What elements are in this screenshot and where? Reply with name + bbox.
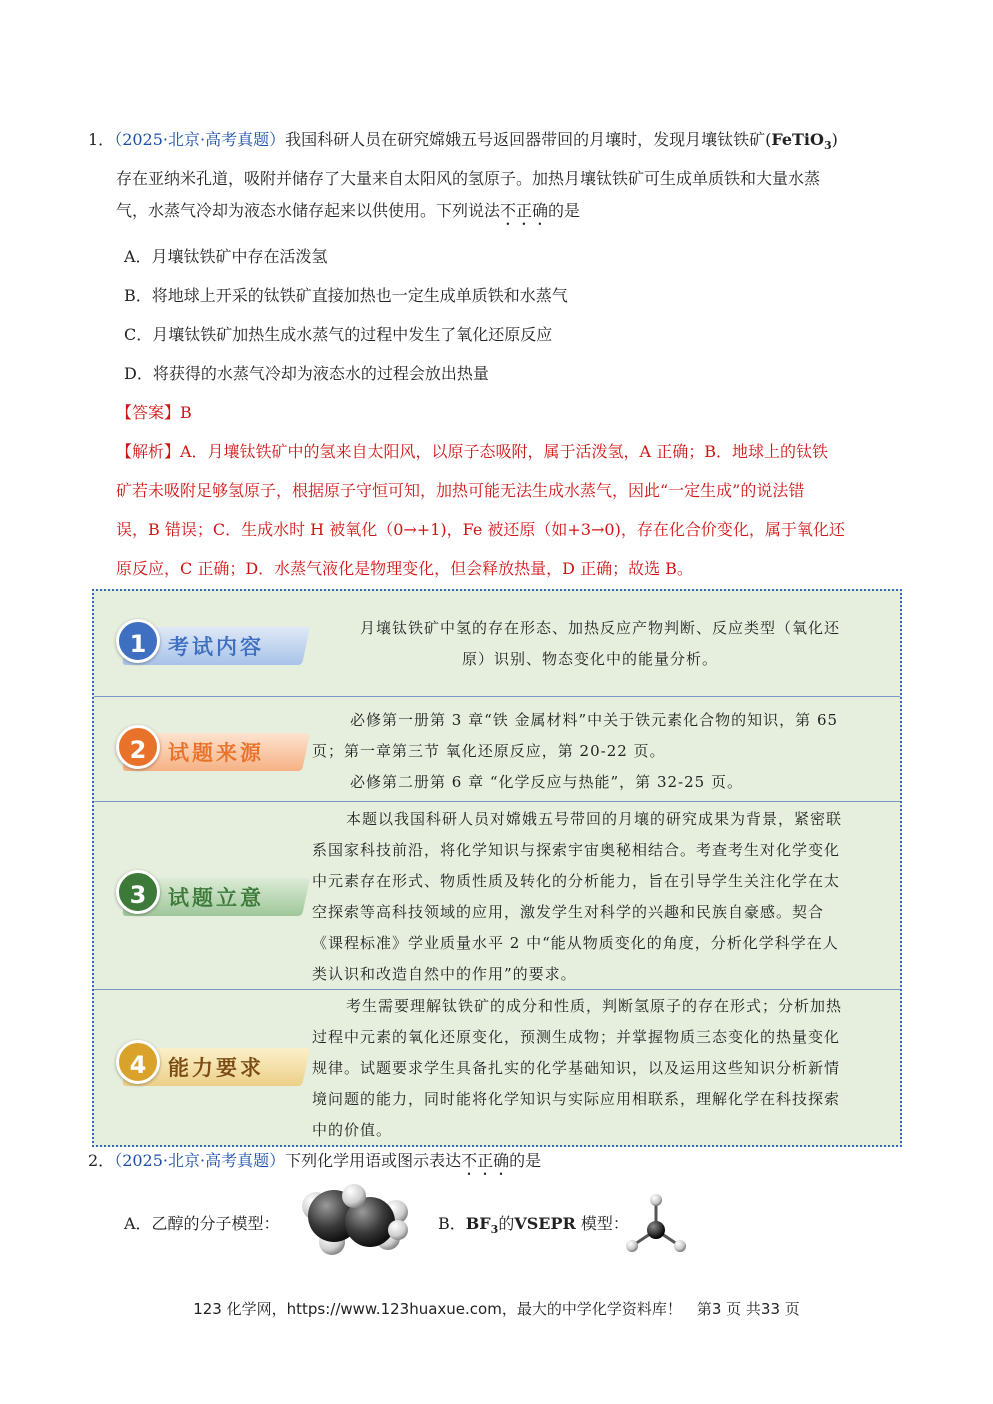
bf3-vsepr-model-image [622,1192,692,1256]
badge-number: 4 [116,1040,160,1084]
q2-opt-b-formula: BF [465,1214,491,1233]
info-line: 必修第二册第 6 章 “化学反应与热能”，第 32-25 页。 [350,773,743,791]
q1-formula: FeTiO [771,130,824,149]
q1-stem-3a: 气，水蒸气冷却为液态水储存起来以供使用。下列说法 [116,201,501,220]
ethanol-model-image [294,1184,414,1260]
q1-analysis-line-3: 误，B 错误；C．生成水时 H 被氧化（0→+1)，Fe 被还原（如+3→0)，存在化合价变化，属于氧化还 [116,520,845,539]
badge-source [116,725,306,777]
badge-number: 2 [116,725,160,769]
info-row-intent [94,802,900,990]
info-line: 原）识别、物态变化中的能量分析。 [462,650,719,668]
q1-number: 1． [88,130,115,149]
q2-opt-b-sub: 3 [490,1223,499,1237]
q1-option-c: C．月壤钛铁矿加热生成水蒸气的过程中发生了氧化还原反应 [124,325,553,344]
q2-opt-b-mid: 的 [498,1214,515,1233]
badge-label: 能力要求 [168,1055,264,1080]
info-line: 页；第一章第三节 氧化还原反应，第 20-22 页。 [312,742,666,760]
q1-analysis-line-1: 【解析】A．月壤钛铁矿中的氢来自太阳风，以原子态吸附，属于活泼氢，A 正确；B．地球上的钛铁 [116,442,828,461]
q2-opt-b-vsepr: VSEPR [514,1214,576,1233]
badge-label: 试题来源 [168,740,264,765]
q1-line-3 [116,201,580,229]
q1-stem-1-end: ) [831,130,838,149]
info-text [312,804,842,990]
q2-stem-a: 下列化学用语或图示表达 [285,1151,462,1170]
info-text [312,705,838,798]
q2-opt-b-prefix: B． [438,1214,466,1233]
info-line: 类认识和改造自然中的作用”的要求。 [312,965,577,983]
info-line: 系国家科技前沿，将化学知识与探索宇宙奥秘相结合。考查考生对化学变化 [312,841,841,859]
analysis-info-box [92,589,902,1147]
q2-source: （2025·北京·高考真题） [114,1151,286,1170]
badge-label: 考试内容 [168,634,264,659]
q1-option-d: D．将获得的水蒸气冷却为液态水的过程会放出热量 [124,364,489,383]
q1-answer-value: B [180,403,192,422]
q2-emphasis-dots: 不正确 [461,1151,510,1170]
info-line: 过程中元素的氧化还原变化，预测生成物；并掌握物质三态变化的热量变化 [312,1028,841,1046]
badge-intent [116,870,306,922]
q2-option-b-label [438,1214,629,1240]
info-line: 月壤钛铁矿中氢的存在形态、加热反应产物判断、反应类型（氧化还 [360,619,841,637]
badge-number: 3 [116,870,160,914]
info-text [360,613,840,675]
info-line: 必修第一册第 3 章“铁 金属材料”中关于铁元素化合物的知识，第 65 [350,711,839,729]
q1-analysis-line-4: 原反应，C 正确；D．水蒸气液化是物理变化，但会释放热量，D 正确；故选 B。 [116,559,693,578]
info-line: 本题以我国科研人员对嫦娥五号带回的月壤的研究成果为背景，紧密联 [346,810,843,828]
page-footer: 123 化学网，https://www.123huaxue.com，最大的中学化学资料库！ 第3 页 共33 页 [193,1300,800,1318]
q1-analysis-line-2: 矿若未吸附足够氢原子，根据原子守恒可知，加热可能无法生成水蒸气，因此“一定生成”的说法错 [116,481,805,500]
info-row-ability [94,990,900,1145]
info-line: 境问题的能力，同时能将化学知识与实际应用相联系，理解化学在科技探索 [312,1090,841,1108]
q1-answer [116,403,192,423]
badge-label: 试题立意 [168,885,264,910]
badge-number: 1 [116,619,160,663]
q1-line-1 [88,130,838,156]
q2-opt-b-post: 模型： [575,1214,629,1233]
q1-stem-1: 我国科研人员在研究嫦娥五号返回器带回的月壤时，发现月壤钛铁矿( [285,130,772,149]
badge-ability [116,1040,306,1092]
info-line: 考生需要理解钛铁矿的成分和性质，判断氢原子的存在形式；分析加热 [346,997,843,1015]
q1-option-b: B．将地球上开采的钛铁矿直接加热也一定生成单质铁和水蒸气 [124,286,568,305]
q1-emphasis-dots: 不正确 [500,201,549,220]
badge-exam-content [116,619,306,671]
info-text [312,991,842,1146]
info-line: 规律。试题要求学生具备扎实的化学基础知识，以及运用这些知识分析新情 [312,1059,841,1077]
info-row-source [94,697,900,802]
q1-stem-3b: 的是 [548,201,581,220]
q1-line-2: 存在亚纳米孔道，吸附并储存了大量来自太阳风的氢原子。加热月壤钛铁矿可生成单质铁和大量水蒸 [116,169,821,188]
info-line: 中元素存在形式、物质性质及转化的分析能力，旨在引导学生关注化学在太 [312,872,841,890]
q1-source: （2025·北京·高考真题） [114,130,286,149]
q2-line-1 [88,1151,541,1179]
q2-stem-b: 的是 [509,1151,542,1170]
q1-answer-label: 【答案】 [116,403,181,422]
info-row-exam-content [94,591,900,697]
info-line: 《课程标准》学业质量水平 2 中“能从物质变化的角度，分析化学科学在人 [312,934,839,952]
info-line: 空探索等高科技领域的应用，激发学生对科学的兴趣和民族自豪感。契合 [312,903,825,921]
q1-option-a: A．月壤钛铁矿中存在活泼氢 [124,247,328,266]
q1-formula-sub: 3 [823,139,832,153]
info-line: 中的价值。 [312,1121,393,1139]
q2-number: 2． [88,1151,115,1170]
q2-option-a-label: A．乙醇的分子模型： [124,1214,280,1233]
